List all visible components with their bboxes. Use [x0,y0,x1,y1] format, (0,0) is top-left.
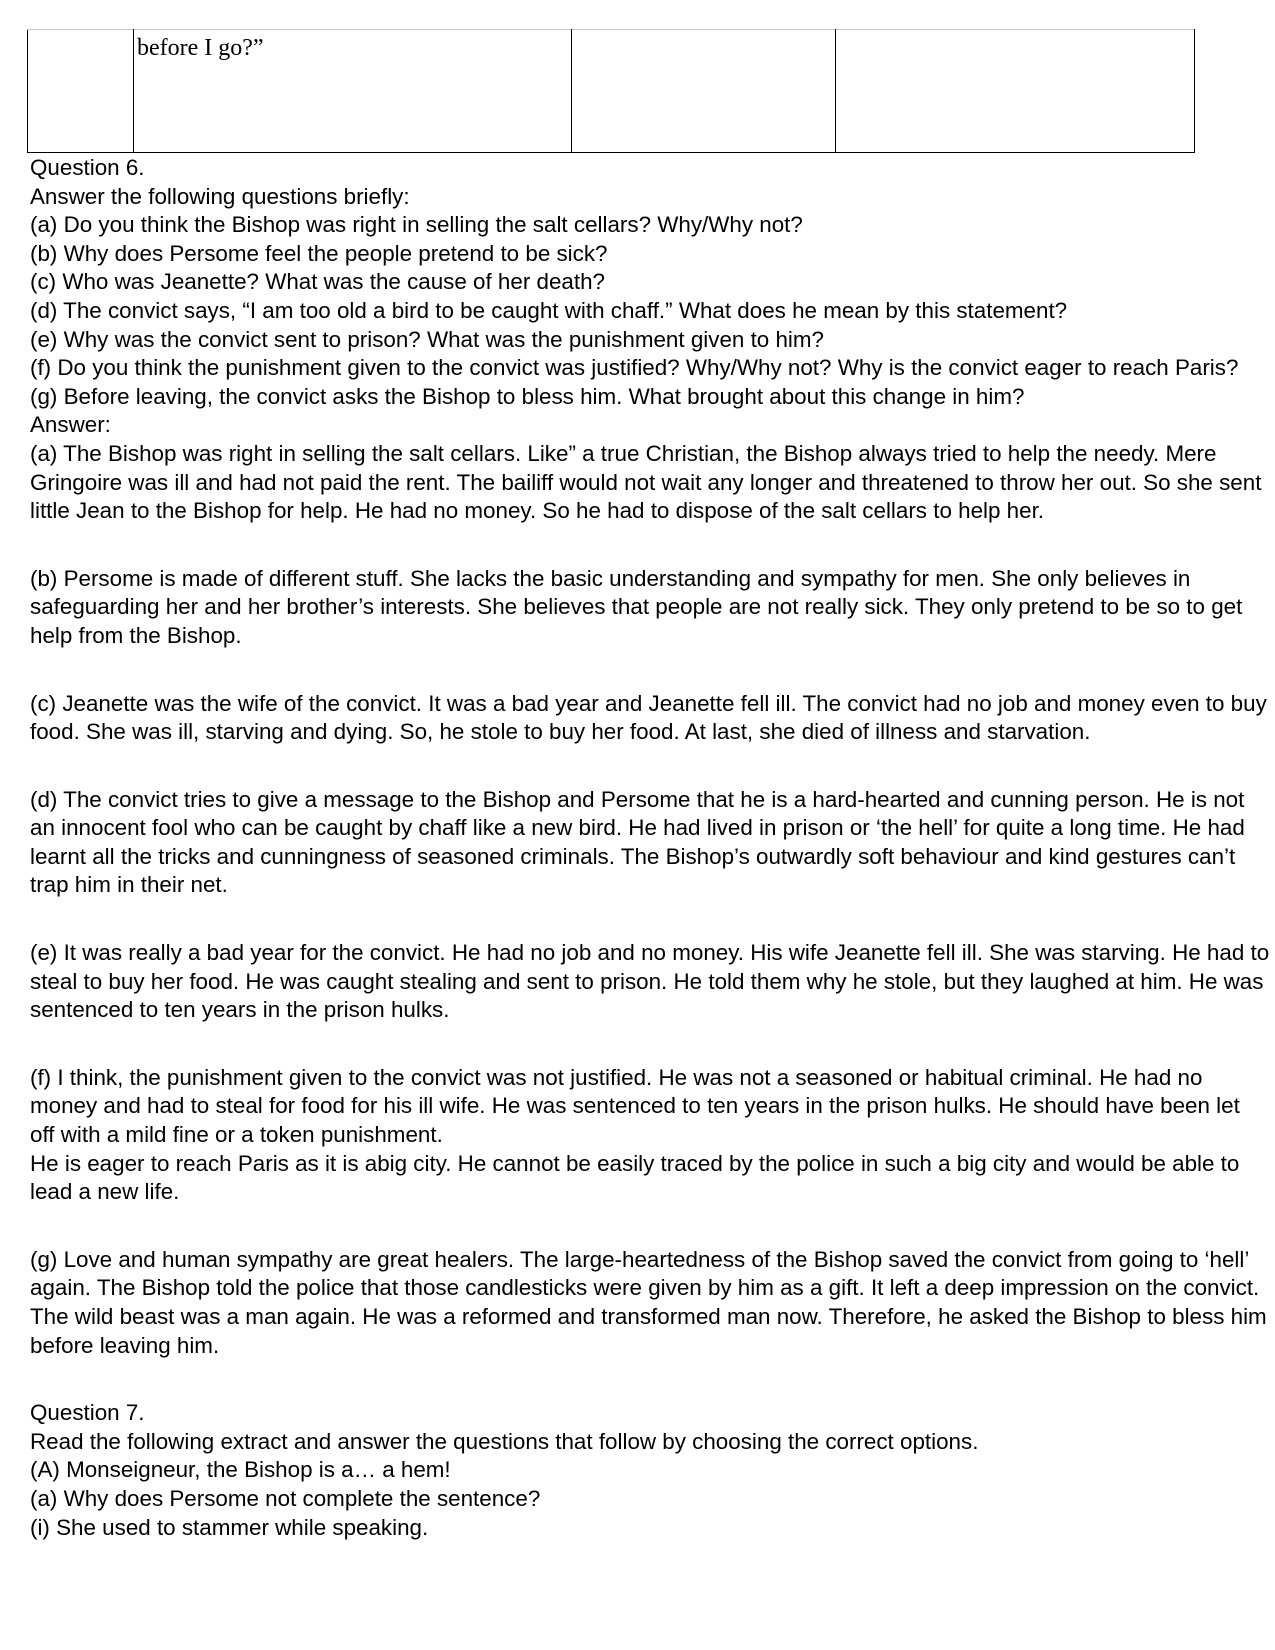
table-cell-text: before I go?” [137,35,264,61]
answer-c: (c) Jeanette was the wife of the convict. It was a bad year and Jeanette fell ill. The convict had no job and money even to buy food. She was ill, starving and dying. So, he stole to buy her food. At last, she died of illness and starvation. [30,690,1267,745]
answer-a: (a) The Bishop was right in selling the salt cellars. Like” a true Christian, the Bishop always tried to help the needy. Mere Gringoire was ill and had not paid the rent. The bailiff would not wait any longer and threatened to throw her out. So she sent little Jean to the Bishop for help. He had no money. So he had to dispose of the salt cellars to help her. [30,440,1262,524]
question-7a-option-i: (i) She used to stammer while speaking. [30,1514,429,1540]
question-6c: (c) Who was Jeanette? What was the cause of her death? [30,269,605,295]
question-7a: (a) Why does Persome not complete the sentence? [30,1485,541,1511]
answer-f-continued: He is eager to reach Paris as it is abig city. He cannot be easily traced by the police in such a big city and would be able to lead a new life. [30,1150,1240,1205]
answer-b: (b) Persome is made of different stuff. She lacks the basic understanding and sympathy for men. She only believes in safeguarding her and her brother’s interests. She believes that people are not really sick. They only pretend to be so to get help from the Bishop. [30,565,1243,648]
question-6f: (f) Do you think the punishment given to the convict was justified? Why/Why not? Why is the convict eager to reach Paris? [30,355,1239,381]
question-6e: (e) Why was the convict sent to prison? What was the punishment given to him? [30,326,824,352]
question-7-extract: (A) Monseigneur, the Bishop is a… a hem! [30,1457,451,1483]
table-row [28,30,1195,153]
question-6a: (a) Do you think the Bishop was right in selling the salt cellars? Why/Why not? [30,212,803,238]
question-6-heading: Question 6. [30,155,145,180]
answer-e: (e) It was really a bad year for the convict. He had no job and no money. His wife Jeanette fell ill. She was starving. He had to steal to buy her food. He was caught stealing and sent to prison. He told them why he stole, but they laughed at him. He was sentenced to ten years in the prison hulks. [30,940,1270,1023]
answer-label: Answer: [30,412,111,438]
carryover-table [27,29,1195,153]
table-cell [28,30,134,153]
question-6g: (g) Before leaving, the convict asks the Bishop to bless him. What brought about this change in him? [30,383,1025,409]
table-cell [134,30,572,153]
document-body [30,154,1270,1542]
question-7-heading: Question 7. [30,1400,145,1426]
question-6d: (d) The convict says, “I am too old a bird to be caught with chaff.” What does he mean by this statement? [30,297,1068,323]
answer-f: (f) I think, the punishment given to the convict was not justified. He was not a seasoned or habitual criminal. He had no money and had to steal for food for his ill wife. He was sentenced to ten years in the prison hulks. He should have been let off with a mild fine or a token punishment. [30,1064,1240,1148]
table-cell [836,30,1195,153]
answer-d: (d) The convict tries to give a message to the Bishop and Persome that he is a hard-hearted and cunning person. He is not an innocent fool who can be caught by chaff like a new bird. He had lived in prison or ‘the hell’ for quite a long time. He had learnt all the tricks and cunningness of seasoned criminals. The Bishop’s outwardly soft behaviour and kind gestures can’t trap him in their net. [30,786,1245,898]
table-cell [572,30,836,153]
answer-g: (g) Love and human sympathy are great healers. The large-heartedness of the Bishop saved the convict from going to ‘hell’ again. The Bishop told the police that those candlesticks were given by him as a gift. It left a deep impression on the convict. The wild beast was a man again. He was a reformed and transformed man now. Therefore, he asked the Bishop to bless him before leaving him. [30,1246,1267,1358]
question-6b: (b) Why does Persome feel the people pretend to be sick? [30,240,608,266]
question-7-instruction: Read the following extract and answer the questions that follow by choosing the correct options. [30,1428,979,1454]
question-6-instruction: Answer the following questions briefly: [30,183,410,209]
